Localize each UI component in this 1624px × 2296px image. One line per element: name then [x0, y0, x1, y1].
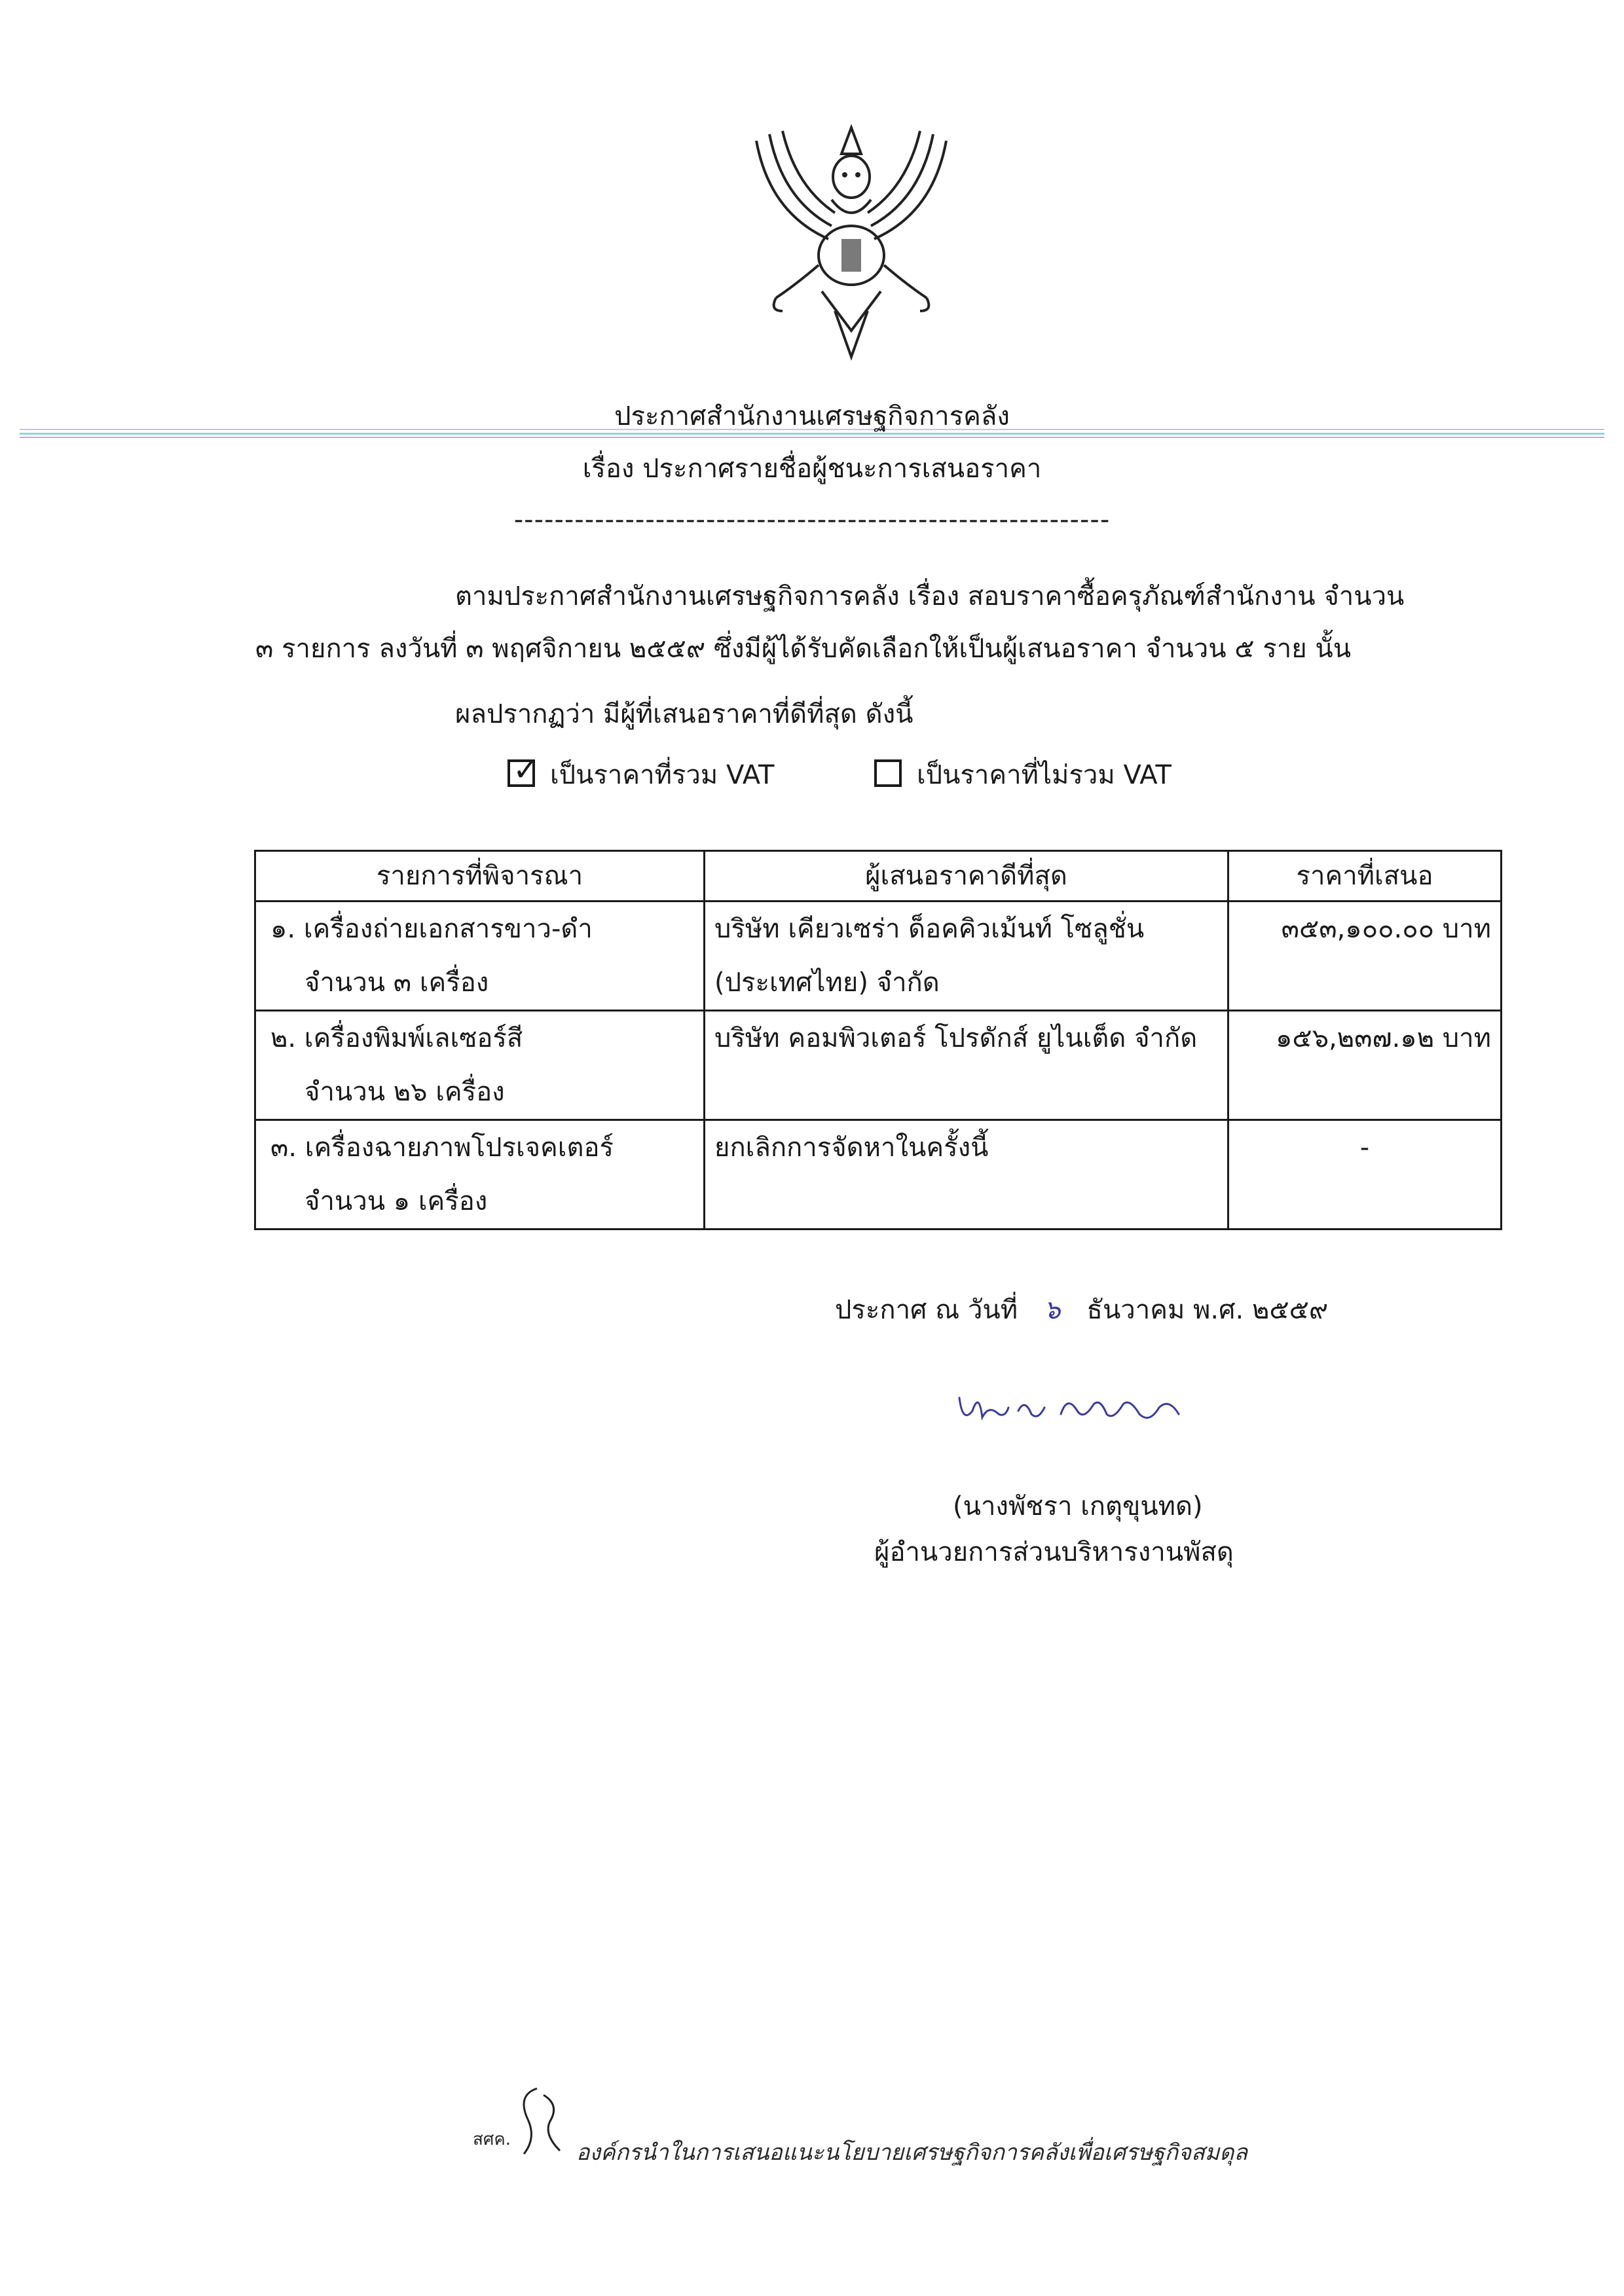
bidder-name: บริษัท เคียวเซร่า ด็อคคิวเม้นท์ โซลูชั่น	[714, 914, 1145, 944]
table-header-row	[255, 851, 1502, 902]
announcement-prefix: ประกาศ ณ วันที่	[835, 1295, 1018, 1325]
signer-title: ผู้อำนวยการส่วนบริหารงานพัสดุ	[874, 1537, 1234, 1567]
intro-paragraph-line-2: ๓ รายการ ลงวันที่ ๓ พฤศจิกายน ๒๕๕๙ ซึ่งมีผู้ได้รับคัดเลือกให้เป็นผู้เสนอราคา จำนวน ๕ ราย นั้น	[255, 634, 1352, 664]
header-item: รายการที่พิจารณา	[255, 851, 705, 902]
item-name: ๑. เครื่องถ่ายเอกสารขาว-ดำ	[270, 914, 593, 944]
document-subject: เรื่อง ประกาศรายชื่อผู้ชนะการเสนอราคา	[582, 454, 1042, 484]
price-cell: ๓๕๓,๑๐๐.๐๐ บาท	[1228, 902, 1502, 1011]
price-cell: ๑๕๖,๒๓๗.๑๒ บาท	[1228, 1011, 1502, 1120]
announcement-month-year: ธันวาคม พ.ศ. ๒๕๕๙	[1086, 1295, 1329, 1325]
table-row	[255, 1011, 1502, 1120]
bidder-name: ยกเลิกการจัดหาในครั้งนี้	[714, 1133, 989, 1163]
item-name: ๓. เครื่องฉายภาพโปรเจคเตอร์	[270, 1133, 614, 1163]
checkmark-icon: ✓	[513, 752, 540, 788]
item-name: ๒. เครื่องพิมพ์เลเซอร์สี	[270, 1023, 523, 1053]
bidder-cell	[705, 1120, 1228, 1230]
bid-results-table	[254, 850, 1502, 1230]
document-title: ประกาศสำนักงานเศรษฐกิจการคลัง	[614, 401, 1010, 431]
header-price: ราคาที่เสนอ	[1228, 851, 1502, 902]
vat-excluded-label: เป็นราคาที่ไม่รวม VAT	[917, 760, 1172, 790]
item-cell	[255, 1120, 705, 1230]
vat-included-checkbox[interactable]	[507, 752, 540, 788]
result-statement: ผลปรากฏว่า มีผู้ที่เสนอราคาที่ดีที่สุด ดังนี้	[455, 699, 913, 729]
table-row	[255, 902, 1502, 1011]
vat-included-label: เป็นราคาที่รวม VAT	[550, 760, 775, 790]
garuda-emblem-icon	[743, 115, 959, 363]
vat-excluded-checkbox[interactable]	[874, 759, 902, 787]
fpo-logo-icon	[445, 2082, 583, 2160]
announcement-date	[835, 1293, 1328, 1327]
bidder-cell	[705, 1011, 1228, 1120]
item-quantity: จำนวน ๓ เครื่อง	[304, 968, 489, 998]
table-row	[255, 1120, 1502, 1230]
bidder-name-cont: (ประเทศไทย) จำกัด	[714, 968, 940, 998]
footer-slogan: องค์กรนำในการเสนอแนะนโยบายเศรษฐกิจการคลังเพื่อเศรษฐกิจสมดุล	[576, 2140, 1248, 2166]
item-quantity: จำนวน ๑ เครื่อง	[304, 1186, 488, 1216]
item-cell	[255, 902, 705, 1011]
fpo-logo-text: สศค.	[473, 2130, 511, 2149]
announcement-day: ๖	[1044, 1295, 1061, 1325]
bidder-cell	[705, 902, 1228, 1011]
bidder-name: บริษัท คอมพิวเตอร์ โปรดักส์ ยูไนเต็ด จำกัด	[714, 1023, 1198, 1053]
signer-name: (นางพัชรา เกตุขุนทด)	[953, 1491, 1203, 1522]
item-cell	[255, 1011, 705, 1120]
handwritten-signature	[953, 1378, 1228, 1437]
intro-paragraph-line-1: ตามประกาศสำนักงานเศรษฐกิจการคลัง เรื่อง สอบราคาซื้อครุภัณฑ์สำนักงาน จำนวน	[455, 581, 1405, 611]
item-quantity: จำนวน ๒๖ เครื่อง	[304, 1077, 505, 1107]
header-bidder: ผู้เสนอราคาดีที่สุด	[705, 851, 1228, 902]
separator-line: -----------------------------------------------------------	[513, 505, 1111, 535]
price-cell: -	[1228, 1120, 1502, 1230]
